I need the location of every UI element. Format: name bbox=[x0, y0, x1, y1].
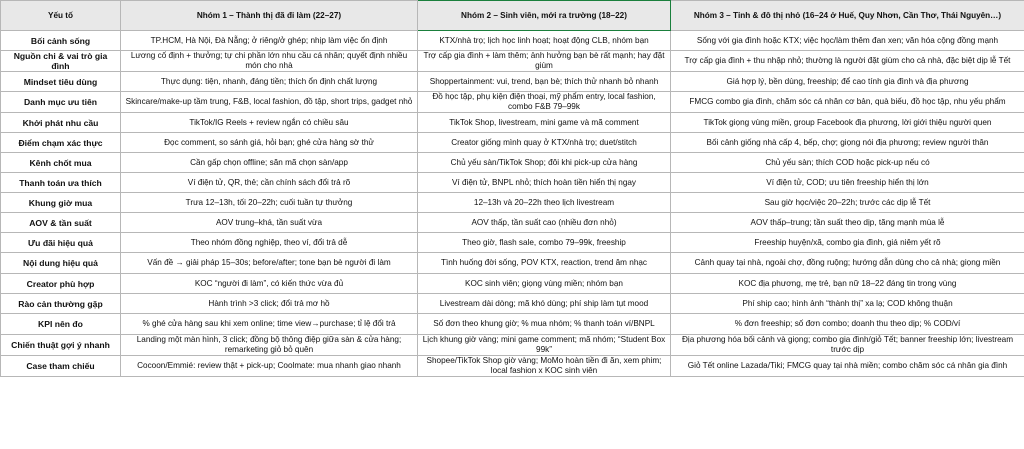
table-row bbox=[1, 314, 1024, 335]
row-factor-cell[interactable]: AOV & tần suất bbox=[1, 213, 121, 233]
group-1-cell[interactable]: Hành trình >3 click; đổi trả mơ hồ bbox=[121, 294, 418, 314]
table-row bbox=[1, 133, 1024, 153]
row-factor-cell[interactable]: Mindset tiêu dùng bbox=[1, 72, 121, 92]
group-2-cell[interactable]: Livestream dài dòng; mã khó dùng; phí ship làm tụt mood bbox=[418, 294, 671, 314]
group-3-cell[interactable]: Giá hợp lý, bền dùng, freeship; để cao tính gia đình và địa phương bbox=[671, 72, 1024, 92]
header-group-3[interactable]: Nhóm 3 – Tỉnh & đô thị nhỏ (16–24 ở Huế, Quy Nhơn, Cần Thơ, Thái Nguyên…) bbox=[671, 1, 1024, 31]
group-2-cell[interactable]: KOC sinh viên; giọng vùng miền; nhóm bạn bbox=[418, 274, 671, 294]
group-1-cell[interactable]: Lương cố định + thưởng; tự chi phần lớn nhu cầu cá nhân; quyết định nhiều món cho nhà bbox=[121, 51, 418, 72]
table-row bbox=[1, 294, 1024, 314]
group-1-cell[interactable]: % ghé cửa hàng sau khi xem online; time view→purchase; tỉ lệ đổi trả bbox=[121, 314, 418, 335]
row-factor-cell[interactable]: Ưu đãi hiệu quả bbox=[1, 233, 121, 253]
row-factor-cell[interactable]: Khung giờ mua bbox=[1, 193, 121, 213]
group-2-cell[interactable]: Shopee/TikTok Shop giờ vàng; MoMo hoàn tiền đi ăn, xem phim; local fashion x KOC sinh viên bbox=[418, 356, 671, 377]
group-3-cell[interactable]: Cảnh quay tại nhà, ngoài chợ, đồng ruộng; hướng dẫn dùng cho cả nhà; giọng miền bbox=[671, 253, 1024, 274]
header-row bbox=[1, 1, 1024, 31]
table-row bbox=[1, 335, 1024, 356]
group-2-cell[interactable]: Lịch khung giờ vàng; mini game comment; mã nhóm; “Student Box 99k” bbox=[418, 335, 671, 356]
row-factor-cell[interactable]: Kênh chốt mua bbox=[1, 153, 121, 173]
group-1-cell[interactable]: Thực dụng: tiện, nhanh, đáng tiền; thích ổn định chất lượng bbox=[121, 72, 418, 92]
group-3-cell[interactable]: Địa phương hóa bối cảnh và giọng; combo gia đình/giỏ Tết; banner freeship lớn; livestream trước dịp bbox=[671, 335, 1024, 356]
row-factor-cell[interactable]: Bối cảnh sống bbox=[1, 31, 121, 51]
group-2-cell[interactable]: Shoppertainment: vui, trend, bạn bè; thích thử nhanh bỏ nhanh bbox=[418, 72, 671, 92]
row-factor-cell[interactable]: Creator phù hợp bbox=[1, 274, 121, 294]
row-factor-cell[interactable]: Điểm chạm xác thực bbox=[1, 133, 121, 153]
header-group-2[interactable]: Nhóm 2 – Sinh viên, mới ra trường (18–22) bbox=[418, 1, 671, 31]
group-2-cell[interactable]: Tình huống đời sống, POV KTX, reaction, trend âm nhạc bbox=[418, 253, 671, 274]
group-1-cell[interactable]: Cocoon/Emmié: review thật + pick-up; Coolmate: mua nhanh giao nhanh bbox=[121, 356, 418, 377]
group-1-cell[interactable]: TP.HCM, Hà Nội, Đà Nẵng; ở riêng/ở ghép; nhịp làm việc ổn định bbox=[121, 31, 418, 51]
group-2-cell[interactable]: Số đơn theo khung giờ; % mua nhóm; % thanh toán ví/BNPL bbox=[418, 314, 671, 335]
group-1-cell[interactable]: Ví điện tử, QR, thẻ; cần chính sách đổi trả rõ bbox=[121, 173, 418, 193]
group-3-cell[interactable]: TikTok giọng vùng miền, group Facebook địa phương, lời giới thiệu người quen bbox=[671, 113, 1024, 133]
group-3-cell[interactable]: Sống với gia đình hoặc KTX; việc học/làm thêm đan xen; văn hóa cộng đồng mạnh bbox=[671, 31, 1024, 51]
table-row bbox=[1, 113, 1024, 133]
group-1-cell[interactable]: Theo nhóm đồng nghiệp, theo ví, đổi trả dễ bbox=[121, 233, 418, 253]
group-3-cell[interactable]: Chủ yếu sàn; thích COD hoặc pick-up nếu có bbox=[671, 153, 1024, 173]
table-row bbox=[1, 213, 1024, 233]
table-row bbox=[1, 153, 1024, 173]
group-1-cell[interactable]: Đọc comment, so sánh giá, hỏi bạn; ghé cửa hàng sờ thử bbox=[121, 133, 418, 153]
row-factor-cell[interactable]: Thanh toán ưa thích bbox=[1, 173, 121, 193]
group-3-cell[interactable]: Ví điện tử, COD; ưu tiên freeship hiển thị lớn bbox=[671, 173, 1024, 193]
group-2-cell[interactable]: TikTok Shop, livestream, mini game và mã comment bbox=[418, 113, 671, 133]
group-3-cell[interactable]: Giỏ Tết online Lazada/Tiki; FMCG quay tại nhà miền; combo chăm sóc cá nhân gia đình bbox=[671, 356, 1024, 377]
group-3-cell[interactable]: AOV thấp–trung; tần suất theo dịp, tăng mạnh mùa lễ bbox=[671, 213, 1024, 233]
table-row bbox=[1, 274, 1024, 294]
group-2-cell[interactable]: Đồ học tập, phụ kiện điện thoại, mỹ phẩm entry, local fashion, combo F&B 79–99k bbox=[418, 92, 671, 113]
group-1-cell[interactable]: Trưa 12–13h, tối 20–22h; cuối tuần tự thưởng bbox=[121, 193, 418, 213]
group-2-cell[interactable]: Trợ cấp gia đình + làm thêm; ảnh hưởng bạn bè rất mạnh; hay đặt giùm bbox=[418, 51, 671, 72]
table-row bbox=[1, 173, 1024, 193]
group-1-cell[interactable]: AOV trung–khá, tần suất vừa bbox=[121, 213, 418, 233]
table-row bbox=[1, 253, 1024, 274]
group-2-cell[interactable]: Chủ yếu sàn/TikTok Shop; đôi khi pick-up cửa hàng bbox=[418, 153, 671, 173]
group-3-cell[interactable]: Sau giờ học/việc 20–22h; trước các dịp lễ Tết bbox=[671, 193, 1024, 213]
group-1-cell[interactable]: Cần gấp chọn offline; săn mã chọn sàn/app bbox=[121, 153, 418, 173]
group-3-cell[interactable]: Freeship huyện/xã, combo gia đình, giá niêm yết rõ bbox=[671, 233, 1024, 253]
table-row bbox=[1, 193, 1024, 213]
table-row bbox=[1, 72, 1024, 92]
group-1-cell[interactable]: KOC “người đi làm”, có kiến thức vừa đủ bbox=[121, 274, 418, 294]
table-row bbox=[1, 31, 1024, 51]
group-1-cell[interactable]: Vấn đề → giải pháp 15–30s; before/after; tone bạn bè người đi làm bbox=[121, 253, 418, 274]
table-row bbox=[1, 92, 1024, 113]
group-2-cell[interactable]: Theo giờ, flash sale, combo 79–99k, freeship bbox=[418, 233, 671, 253]
row-factor-cell[interactable]: Rào cản thường gặp bbox=[1, 294, 121, 314]
header-factor[interactable]: Yếu tố bbox=[1, 1, 121, 31]
row-factor-cell[interactable]: Nguồn chi & vai trò gia đình bbox=[1, 51, 121, 72]
row-factor-cell[interactable]: KPI nên đo bbox=[1, 314, 121, 335]
group-3-cell[interactable]: % đơn freeship; số đơn combo; doanh thu theo dịp; % COD/ví bbox=[671, 314, 1024, 335]
group-3-cell[interactable]: KOC địa phương, mẹ trẻ, bạn nữ 18–22 đáng tin trong vùng bbox=[671, 274, 1024, 294]
group-2-cell[interactable]: AOV thấp, tần suất cao (nhiều đơn nhỏ) bbox=[418, 213, 671, 233]
group-3-cell[interactable]: Bối cảnh giống nhà cấp 4, bếp, chợ; giọng nói địa phương; review người thân bbox=[671, 133, 1024, 153]
group-2-cell[interactable]: 12–13h và 20–22h theo lịch livestream bbox=[418, 193, 671, 213]
group-1-cell[interactable]: Landing một màn hình, 3 click; đồng bộ thông điệp giữa sàn & cửa hàng; remarketing giỏ bỏ quên bbox=[121, 335, 418, 356]
table-row bbox=[1, 233, 1024, 253]
table-row bbox=[1, 356, 1024, 377]
row-factor-cell[interactable]: Chiến thuật gợi ý nhanh bbox=[1, 335, 121, 356]
group-1-cell[interactable]: Skincare/make-up tầm trung, F&B, local fashion, đồ tập, short trips, gadget nhỏ bbox=[121, 92, 418, 113]
group-2-cell[interactable]: Ví điện tử, BNPL nhỏ; thích hoàn tiền hiển thị ngay bbox=[418, 173, 671, 193]
row-factor-cell[interactable]: Danh mục ưu tiên bbox=[1, 92, 121, 113]
group-2-cell[interactable]: Creator giống mình quay ở KTX/nhà trọ; duet/stitch bbox=[418, 133, 671, 153]
group-3-cell[interactable]: Trợ cấp gia đình + thu nhập nhỏ; thường là người đặt giùm cho cả nhà, đặc biệt dịp lễ Tết bbox=[671, 51, 1024, 72]
group-3-cell[interactable]: Phí ship cao; hình ảnh “thành thị” xa lạ; COD không thuận bbox=[671, 294, 1024, 314]
row-factor-cell[interactable]: Khởi phát nhu cầu bbox=[1, 113, 121, 133]
group-2-cell[interactable]: KTX/nhà trọ; lịch học linh hoạt; hoạt động CLB, nhóm bạn bbox=[418, 31, 671, 51]
table-row bbox=[1, 51, 1024, 72]
row-factor-cell[interactable]: Nội dung hiệu quả bbox=[1, 253, 121, 274]
header-group-1[interactable]: Nhóm 1 – Thành thị đã đi làm (22–27) bbox=[121, 1, 418, 31]
group-1-cell[interactable]: TikTok/IG Reels + review ngắn có chiều sâu bbox=[121, 113, 418, 133]
row-factor-cell[interactable]: Case tham chiếu bbox=[1, 356, 121, 377]
group-3-cell[interactable]: FMCG combo gia đình, chăm sóc cá nhân cơ bản, quà biếu, đồ học tập, nhu yếu phẩm bbox=[671, 92, 1024, 113]
